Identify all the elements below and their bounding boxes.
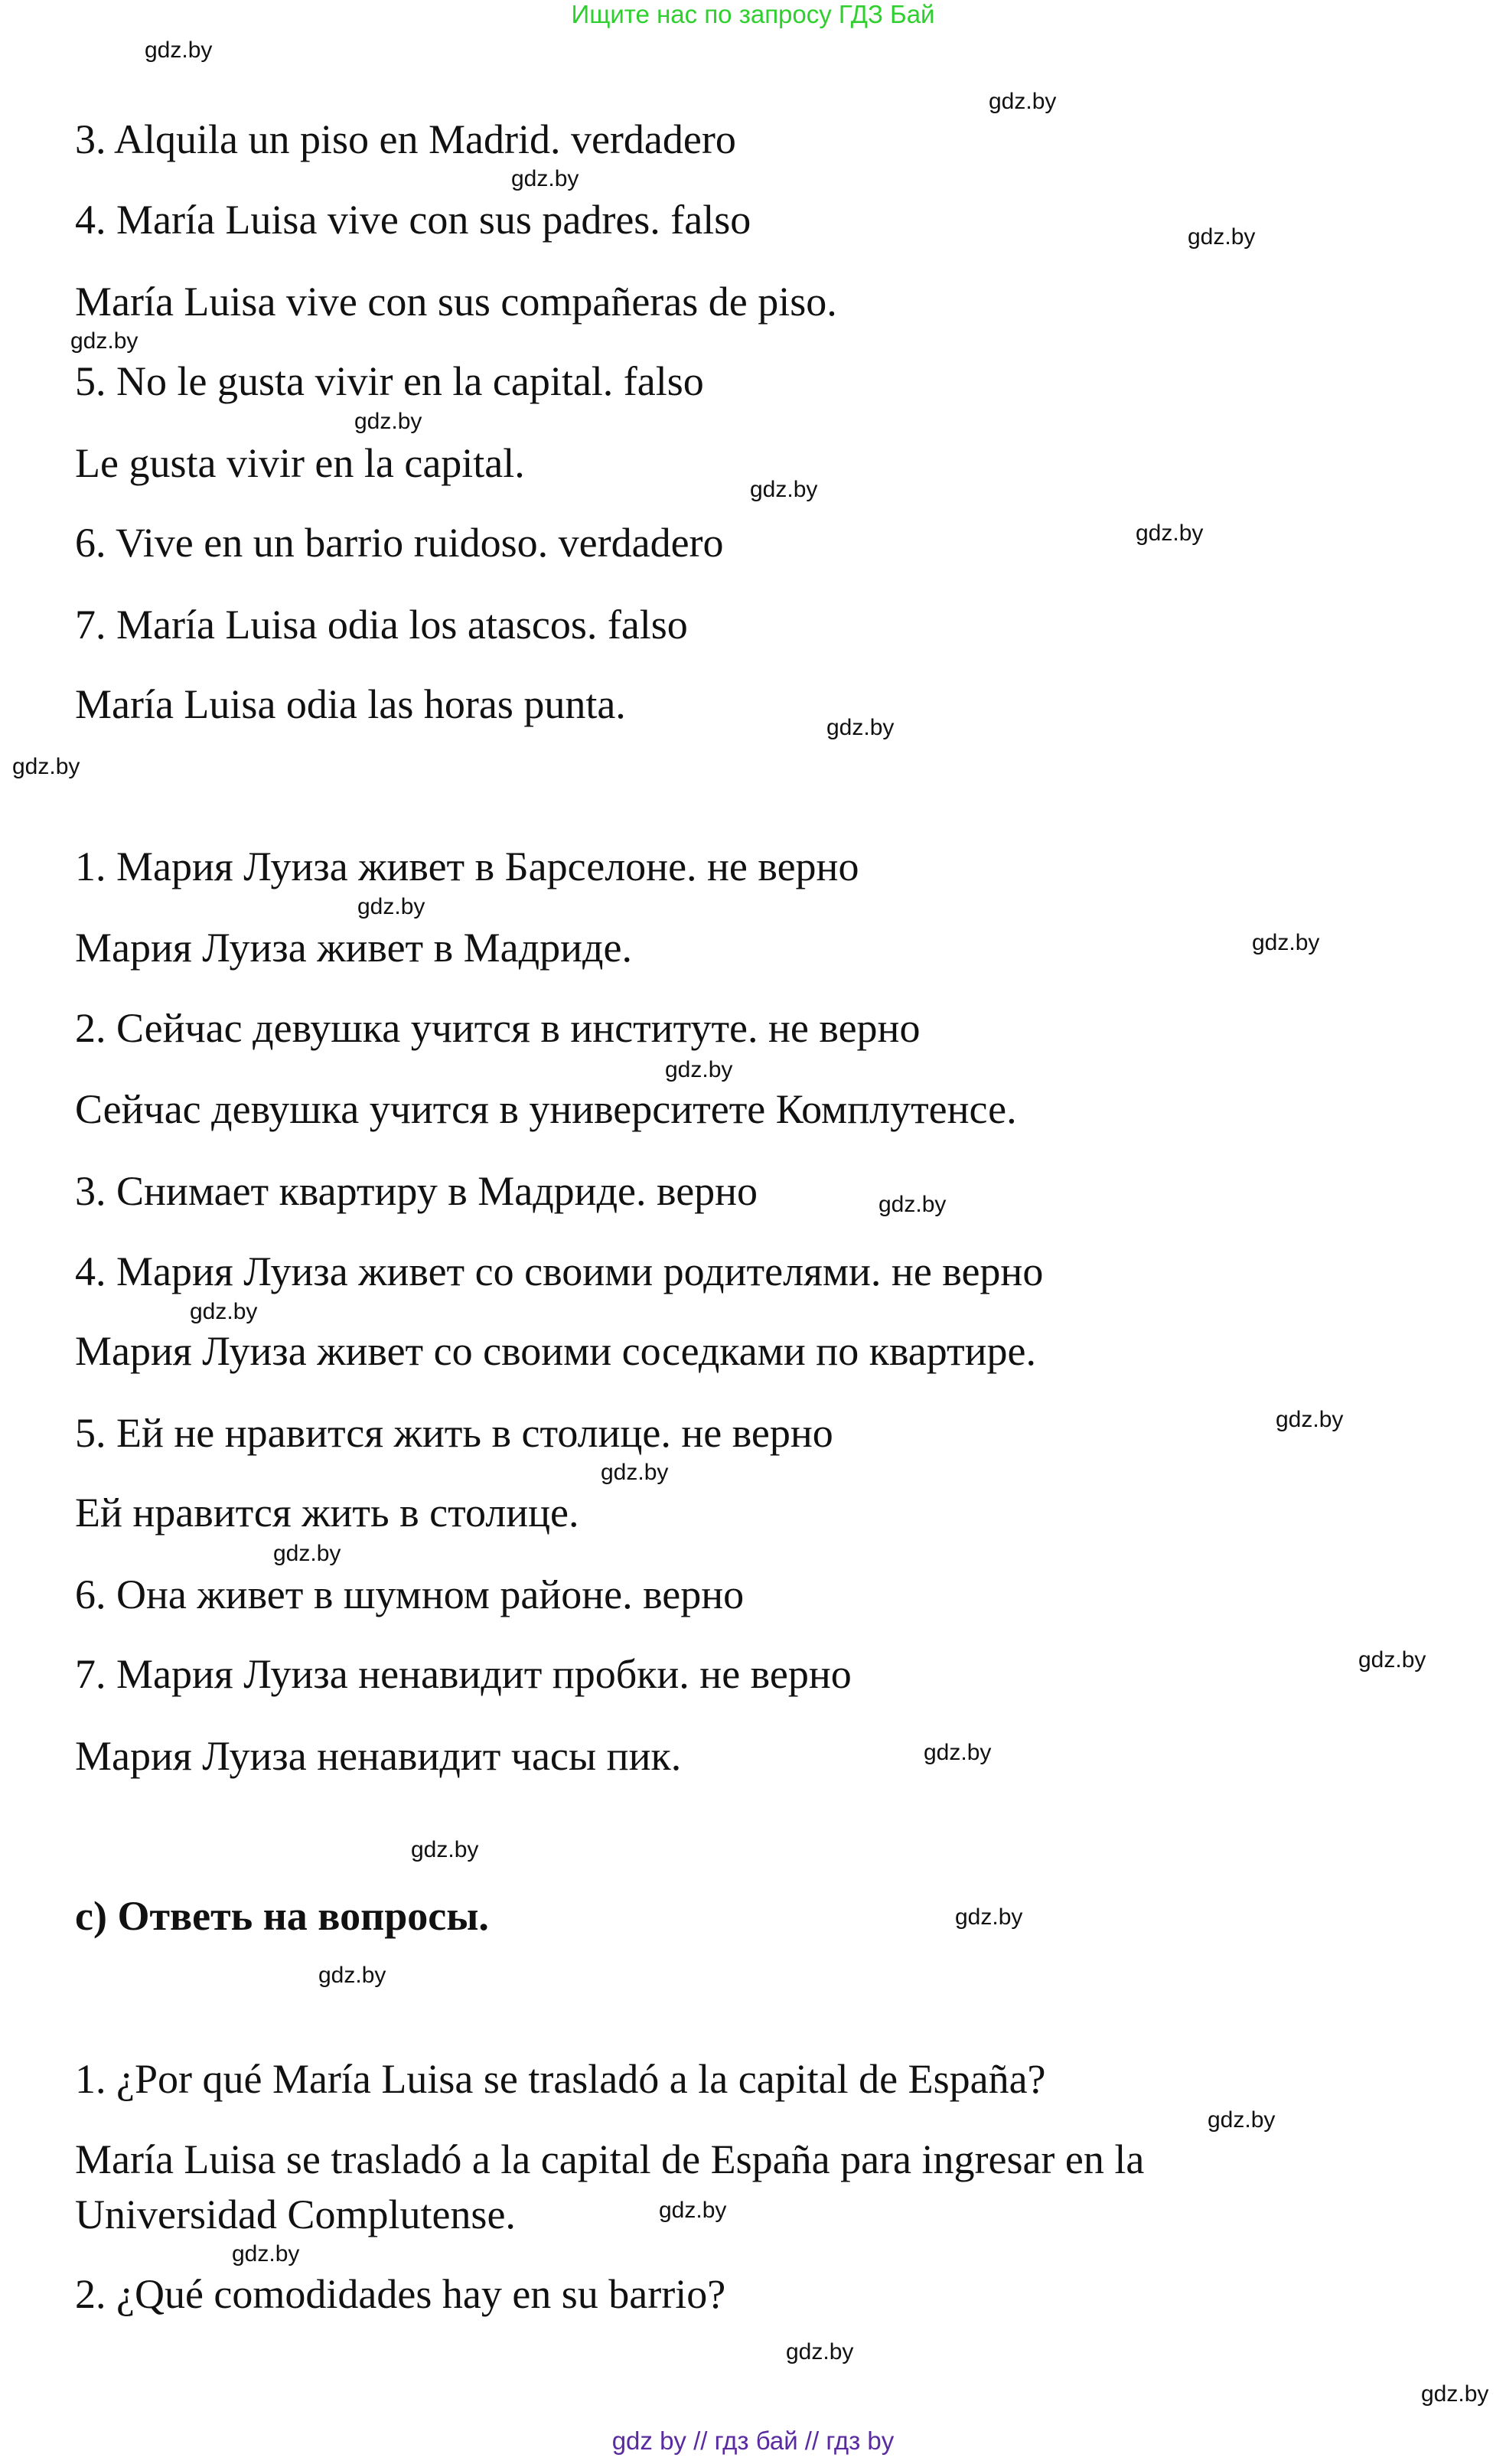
watermark: gdz.by	[1188, 224, 1256, 250]
watermark: gdz.by	[1252, 930, 1320, 955]
watermark: gdz.by	[750, 477, 818, 502]
answer-line: 6. Vive en un barrio ruidoso. verdadero	[75, 520, 724, 566]
watermark: gdz.by	[511, 166, 579, 191]
answer-line: 7. María Luisa odia los atascos. falso	[75, 602, 688, 648]
answer-line: Сейчас девушка учится в университете Комплутенсе.	[75, 1086, 1017, 1132]
answer-line: Universidad Complutense.	[75, 2191, 516, 2237]
answer-line: 1. ¿Por qué María Luisa se trasladó a la capital de España?	[75, 2056, 1046, 2102]
answer-line: 1. Мария Луиза живет в Барселоне. не верно	[75, 844, 859, 889]
answer-line: María Luisa se trasladó a la capital de España para ingresar en la	[75, 2136, 1145, 2182]
watermark: gdz.by	[1136, 521, 1204, 546]
watermark: gdz.by	[273, 1541, 341, 1566]
watermark: gdz.by	[955, 1904, 1023, 1930]
section-heading: c) Ответь на вопросы.	[75, 1893, 489, 1939]
answer-line: 4. Мария Луиза живет со своими родителями. не верно	[75, 1248, 1044, 1294]
watermark: gdz.by	[878, 1192, 947, 1217]
answer-line: 4. María Luisa vive con sus padres. falso	[75, 197, 751, 243]
answer-line: 2. ¿Qué comodidades hay en su barrio?	[75, 2271, 726, 2317]
answer-line: Мария Луиза живет со своими соседками по квартире.	[75, 1328, 1036, 1374]
answer-line: Мария Луиза живет в Мадриде.	[75, 925, 632, 971]
watermark: gdz.by	[411, 1837, 479, 1862]
watermark: gdz.by	[924, 1740, 992, 1765]
watermark: gdz.by	[826, 715, 895, 740]
watermark: gdz.by	[70, 328, 139, 354]
footer-links[interactable]: gdz by // гдз бай // гдз by	[611, 2426, 895, 2455]
watermark: gdz.by	[1358, 1647, 1426, 1673]
watermark: gdz.by	[665, 1057, 733, 1082]
answer-line: María Luisa odia las horas punta.	[75, 681, 626, 727]
watermark: gdz.by	[1208, 2107, 1276, 2133]
watermark: gdz.by	[354, 409, 422, 434]
answer-line: 2. Сейчас девушка учится в институте. не верно	[75, 1005, 921, 1051]
watermark: gdz.by	[357, 894, 425, 919]
answer-line: 7. Мария Луиза ненавидит пробки. не верно	[75, 1651, 852, 1697]
promo-header: Ищите нас по запросу ГДЗ Бай	[571, 0, 935, 28]
answer-line: María Luisa vive con sus compañeras de piso.	[75, 279, 837, 325]
answer-line: 3. Снимает квартиру в Мадриде. верно	[75, 1168, 758, 1214]
watermark: gdz.by	[145, 38, 213, 63]
answer-line: Le gusta vivir en la capital.	[75, 440, 525, 486]
watermark: gdz.by	[601, 1460, 669, 1485]
answer-line: 6. Она живет в шумном районе. верно	[75, 1571, 745, 1617]
watermark: gdz.by	[989, 89, 1057, 114]
answer-line: Ей нравится жить в столице.	[75, 1490, 579, 1536]
watermark: gdz.by	[1276, 1407, 1344, 1432]
answer-line: 5. Ей не нравится жить в столице. не верно	[75, 1410, 833, 1456]
watermark: gdz.by	[232, 2241, 300, 2267]
watermark: gdz.by	[190, 1299, 258, 1324]
answer-line: 5. No le gusta vivir en la capital. falso	[75, 358, 704, 404]
watermark: gdz.by	[659, 2198, 727, 2223]
watermark: gdz.by	[786, 2339, 854, 2364]
answer-line: 3. Alquila un piso en Madrid. verdadero	[75, 116, 736, 162]
answer-line: Мария Луиза ненавидит часы пик.	[75, 1733, 682, 1779]
watermark: gdz.by	[12, 754, 80, 779]
watermark: gdz.by	[318, 1963, 386, 1988]
watermark: gdz.by	[1421, 2381, 1489, 2407]
